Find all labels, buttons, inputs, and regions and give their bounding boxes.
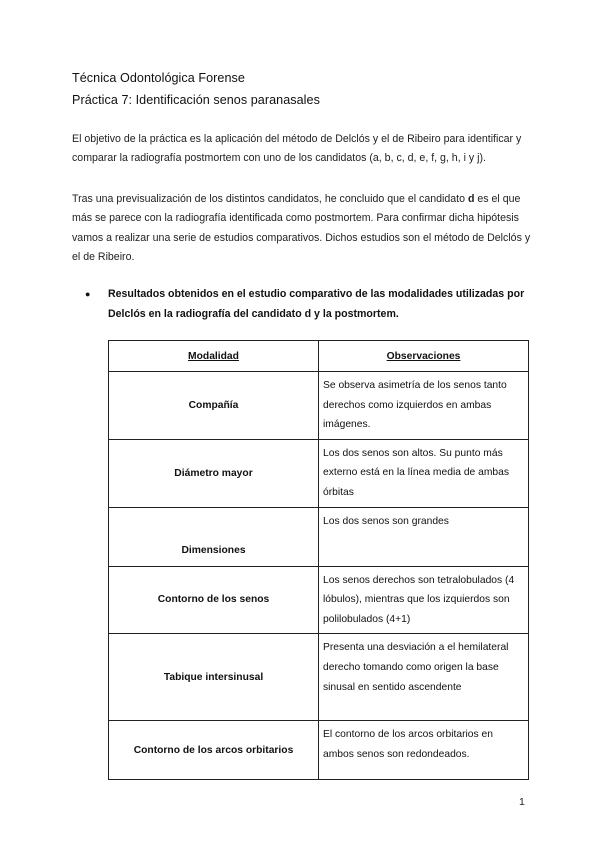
hypothesis-text-end: es el que más se parece con la radiografía identificada como postmortem. Para confirmar dicha hipótesis vamos a realizar una serie de estudios comparativos. Dichos estudios son el método de Delclós y el de Ribeiro.	[72, 193, 531, 263]
observaciones-cell: El contorno de los arcos orbitarios en ambos senos son redondeados.	[319, 721, 529, 780]
modalidad-cell: Compañía	[109, 372, 319, 440]
document-title: Técnica Odontológica Forense	[72, 71, 245, 85]
bullet-icon: ●	[85, 289, 91, 299]
table-row	[109, 721, 529, 780]
modalidad-cell	[109, 507, 319, 566]
observaciones-cell: Los dos senos son altos. Su punto más externo está en la línea media de ambas órbitas	[319, 439, 529, 507]
bullet-text: Resultados obtenidos en el estudio comparativo de las modalidades utilizadas por Delclós en la radiografía del candidato d y la postmortem.	[108, 288, 525, 320]
table-row	[109, 372, 529, 440]
observaciones-cell: Presenta una desviación a el hemilateral derecho tomando como origen la base sinusal en sentido ascendente	[319, 634, 529, 721]
intro-paragraph: El objetivo de la práctica es la aplicación del método de Delclós y el de Ribeiro para identificar y comparar la radiografía postmortem con uno de los candidatos (a, b, c, d, e, f, g, h, i y j).	[72, 133, 522, 165]
modalidad-cell: Tabique intersinusal	[109, 634, 319, 721]
observaciones-cell: Los dos senos son grandes	[319, 507, 529, 566]
table-header-row	[109, 341, 529, 372]
header-modalidad: Modalidad	[109, 341, 319, 372]
table-row	[109, 439, 529, 507]
observaciones-cell: Los senos derechos son tetralobulados (4 lóbulos), mientras que los izquierdos son polilobulados (4+1)	[319, 566, 529, 634]
candidate-letter: d	[467, 193, 475, 205]
table-row	[109, 507, 529, 566]
results-bullet	[85, 285, 528, 324]
modalidad-cell: Contorno de los arcos orbitarios	[109, 721, 319, 780]
modalidad-cell: Diámetro mayor	[109, 439, 319, 507]
hypothesis-text-start: Tras una previsualización de los distintos candidatos, he concluido que el candidato	[72, 193, 468, 205]
document-subtitle: Práctica 7: Identificación senos paranasales	[72, 93, 320, 107]
observaciones-cell: Se observa asimetría de los senos tanto derechos como izquierdos en ambas imágenes.	[319, 372, 529, 440]
modalidad-label: Dimensiones	[181, 544, 246, 556]
table-row	[109, 634, 529, 721]
comparison-table	[108, 340, 529, 780]
modalidad-cell: Contorno de los senos	[109, 566, 319, 634]
table-row	[109, 566, 529, 634]
page-number: 1	[519, 796, 525, 808]
hypothesis-paragraph	[72, 190, 534, 267]
header-observaciones: Observaciones	[319, 341, 529, 372]
